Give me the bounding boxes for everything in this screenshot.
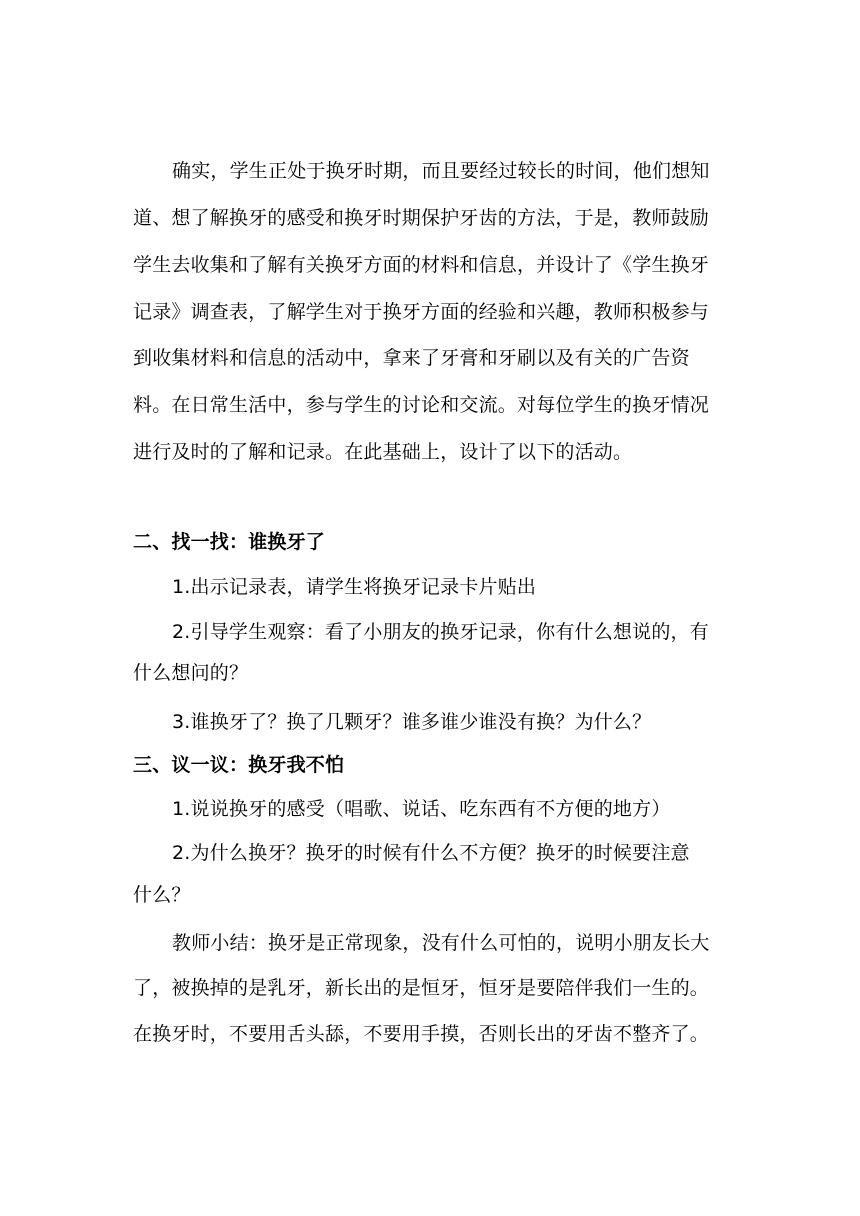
section-heading: 二、找一找：谁换牙了: [133, 531, 326, 553]
paragraph-line: 道、想了解换牙的感受和换牙时期保护牙齿的方法，于是，教师鼓励: [133, 207, 710, 229]
list-item: 3.谁换牙了？换了几颗牙？谁多谁少谁没有换？为什么？: [172, 711, 652, 733]
list-item-continuation: 什么想问的？: [133, 662, 249, 684]
list-item: 2.为什么换牙？换牙的时候有什么不方便？换牙的时候要注意: [172, 842, 690, 864]
list-item: 2.引导学生观察：看了小朋友的换牙记录，你有什么想说的，有: [172, 621, 709, 643]
paragraph-line: 学生去收集和了解有关换牙方面的材料和信息，并设计了《学生换牙: [133, 254, 710, 276]
paragraph-line: 到收集材料和信息的活动中，拿来了牙膏和牙刷以及有关的广告资: [133, 347, 690, 369]
paragraph-line: 记录》调查表，了解学生对于换牙方面的经验和兴趣，教师积极参与: [133, 301, 710, 323]
summary-line: 了，被换掉的是乳牙，新长出的是恒牙，恒牙是要陪伴我们一生的。: [133, 977, 710, 999]
summary-line: 在换牙时，不要用舌头舔，不要用手摸，否则长出的牙齿不整齐了。: [133, 1023, 710, 1045]
paragraph-line: 确实，学生正处于换牙时期，而且要经过较长的时间，他们想知: [172, 160, 710, 182]
paragraph-line: 料。在日常生活中，参与学生的讨论和交流。对每位学生的换牙情况: [133, 394, 710, 416]
list-item: 1.出示记录表，请学生将换牙记录卡片贴出: [172, 576, 537, 598]
section-heading: 三、议一议：换牙我不怕: [133, 754, 345, 776]
summary-line: 教师小结：换牙是正常现象，没有什么可怕的，说明小朋友长大: [172, 932, 710, 954]
list-item: 1.说说换牙的感受（唱歌、说话、吃东西有不方便的地方）: [172, 798, 671, 820]
list-item-continuation: 什么？: [133, 884, 191, 906]
paragraph-line: 进行及时的了解和记录。在此基础上，设计了以下的活动。: [133, 441, 633, 463]
